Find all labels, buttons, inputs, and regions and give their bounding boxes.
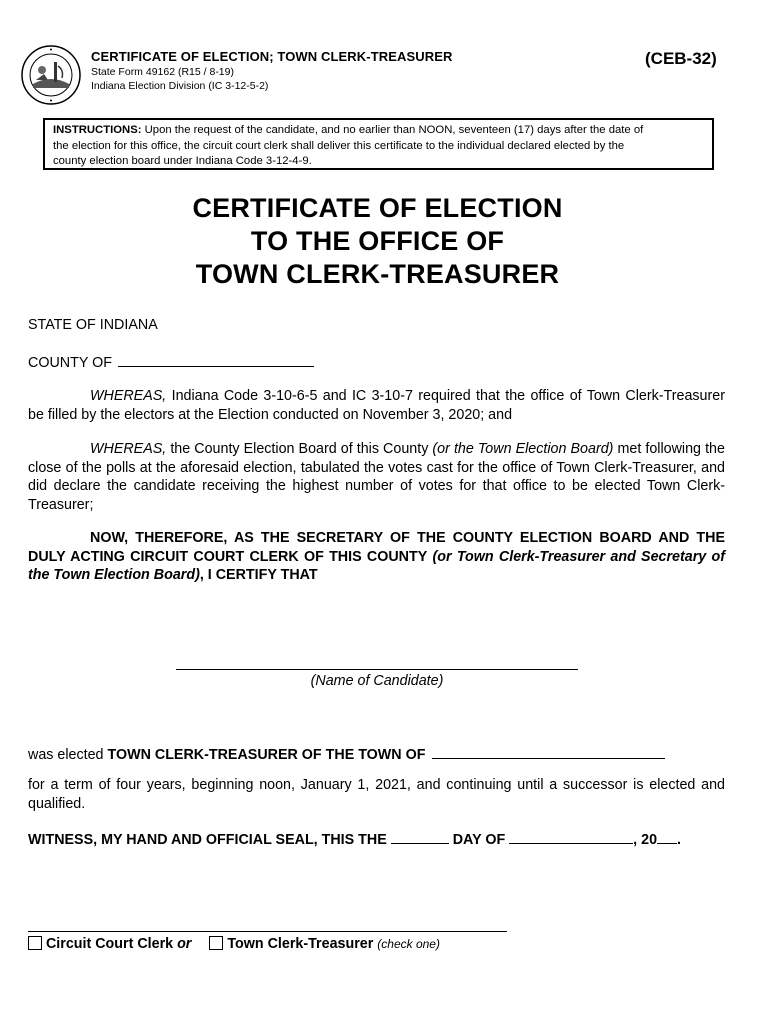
term-paragraph: for a term of four years, beginning noon, January 1, 2021, and continuing until a successor is elected and qualified.	[28, 777, 725, 812]
elected-line	[28, 744, 665, 763]
witness-text-d: .	[677, 832, 682, 848]
county-label: COUNTY OF	[28, 355, 112, 371]
month-field[interactable]	[509, 829, 633, 844]
witness-text-c: , 20	[633, 832, 658, 848]
division-citation: Indiana Election Division (IC 3-12-5-2)	[91, 80, 269, 92]
state-form-number: State Form 49162 (R15 / 8-19)	[91, 66, 234, 78]
certificate-title-line-3: TOWN CLERK-TREASURER	[195, 259, 560, 289]
elected-prefix: was elected	[28, 747, 104, 763]
circuit-court-clerk-label: Circuit Court Clerk	[45, 936, 174, 952]
candidate-caption: (Name of Candidate)	[310, 673, 444, 689]
county-field[interactable]	[118, 352, 314, 367]
whereas-paragraph-1	[28, 387, 725, 424]
whereas-paragraph-2	[28, 440, 725, 514]
witness-line	[28, 829, 681, 848]
instructions-line-1: Upon the request of the candidate, and no earlier than NOON, seventeen (17) days after the date of	[144, 124, 644, 136]
town-clerk-treasurer-checkbox[interactable]	[209, 936, 223, 950]
signature-field[interactable]	[28, 931, 507, 932]
form-title: CERTIFICATE OF ELECTION; TOWN CLERK-TREASURER	[91, 49, 453, 64]
form-code: (CEB-32)	[645, 49, 717, 68]
whereas-2-label: WHEREAS,	[90, 441, 167, 457]
whereas-2-text-italic: (or the Town Election Board)	[432, 441, 614, 457]
certificate-title-line-2: TO THE OFFICE OF	[250, 226, 505, 256]
now-therefore-paragraph	[28, 529, 725, 585]
instructions-box	[43, 118, 714, 170]
whereas-1-text: Indiana Code 3-10-6-5 and IC 3-10-7 required that the office of Town Clerk-Treasurer be filled by the electors at the Election conducted on November 3, 2020; and	[28, 388, 725, 423]
state-label: STATE OF INDIANA	[28, 317, 158, 333]
instructions-line-3: county election board under Indiana Code 3-12-4-9.	[53, 155, 312, 167]
whereas-2-text-a: the County Election Board of this County	[170, 441, 429, 457]
certificate-title-line-1: CERTIFICATE OF ELECTION	[192, 193, 563, 223]
whereas-2-text-b: met following the close of the polls at the aforesaid election, tabulated the votes cast for the office of Town Clerk-Treasurer, and did declare the candidate receiving the highest number of votes for that office to be elected Town Clerk-Treasurer;	[28, 441, 725, 513]
whereas-1-label: WHEREAS,	[90, 388, 167, 404]
year-field[interactable]	[657, 829, 677, 844]
witness-text-b: DAY OF	[452, 832, 506, 848]
elected-office: TOWN CLERK-TREASURER OF THE TOWN OF	[107, 747, 426, 763]
instructions-line-2: the election for this office, the circuit court clerk shall deliver this certificate to the individual declared elected by the	[53, 139, 625, 152]
county-line	[28, 352, 314, 371]
now-therefore-end: , I CERTIFY THAT	[199, 567, 318, 583]
now-therefore-bold: NOW, THEREFORE, AS THE SECRETARY OF THE COUNTY ELECTION BOARD AND THE DULY ACTING CIRCUIT COURT CLERK OF THIS COUNTY	[28, 530, 725, 565]
instructions-label: INSTRUCTIONS:	[53, 124, 142, 136]
now-therefore-italic: (or Town Clerk-Treasurer and Secretary of the Town Election Board)	[28, 548, 725, 583]
witness-text-a: WITNESS, MY HAND AND OFFICIAL SEAL, THIS THE	[28, 832, 387, 848]
town-clerk-treasurer-label: Town Clerk-Treasurer	[227, 936, 374, 952]
signature-options	[28, 936, 440, 952]
town-name-field[interactable]	[432, 744, 665, 759]
candidate-name-field[interactable]	[176, 669, 578, 670]
or-label: or	[177, 936, 192, 952]
day-field[interactable]	[391, 829, 449, 844]
circuit-court-clerk-checkbox[interactable]	[28, 936, 42, 950]
check-one-note: (check one)	[377, 937, 440, 951]
state-seal-icon	[20, 44, 82, 106]
